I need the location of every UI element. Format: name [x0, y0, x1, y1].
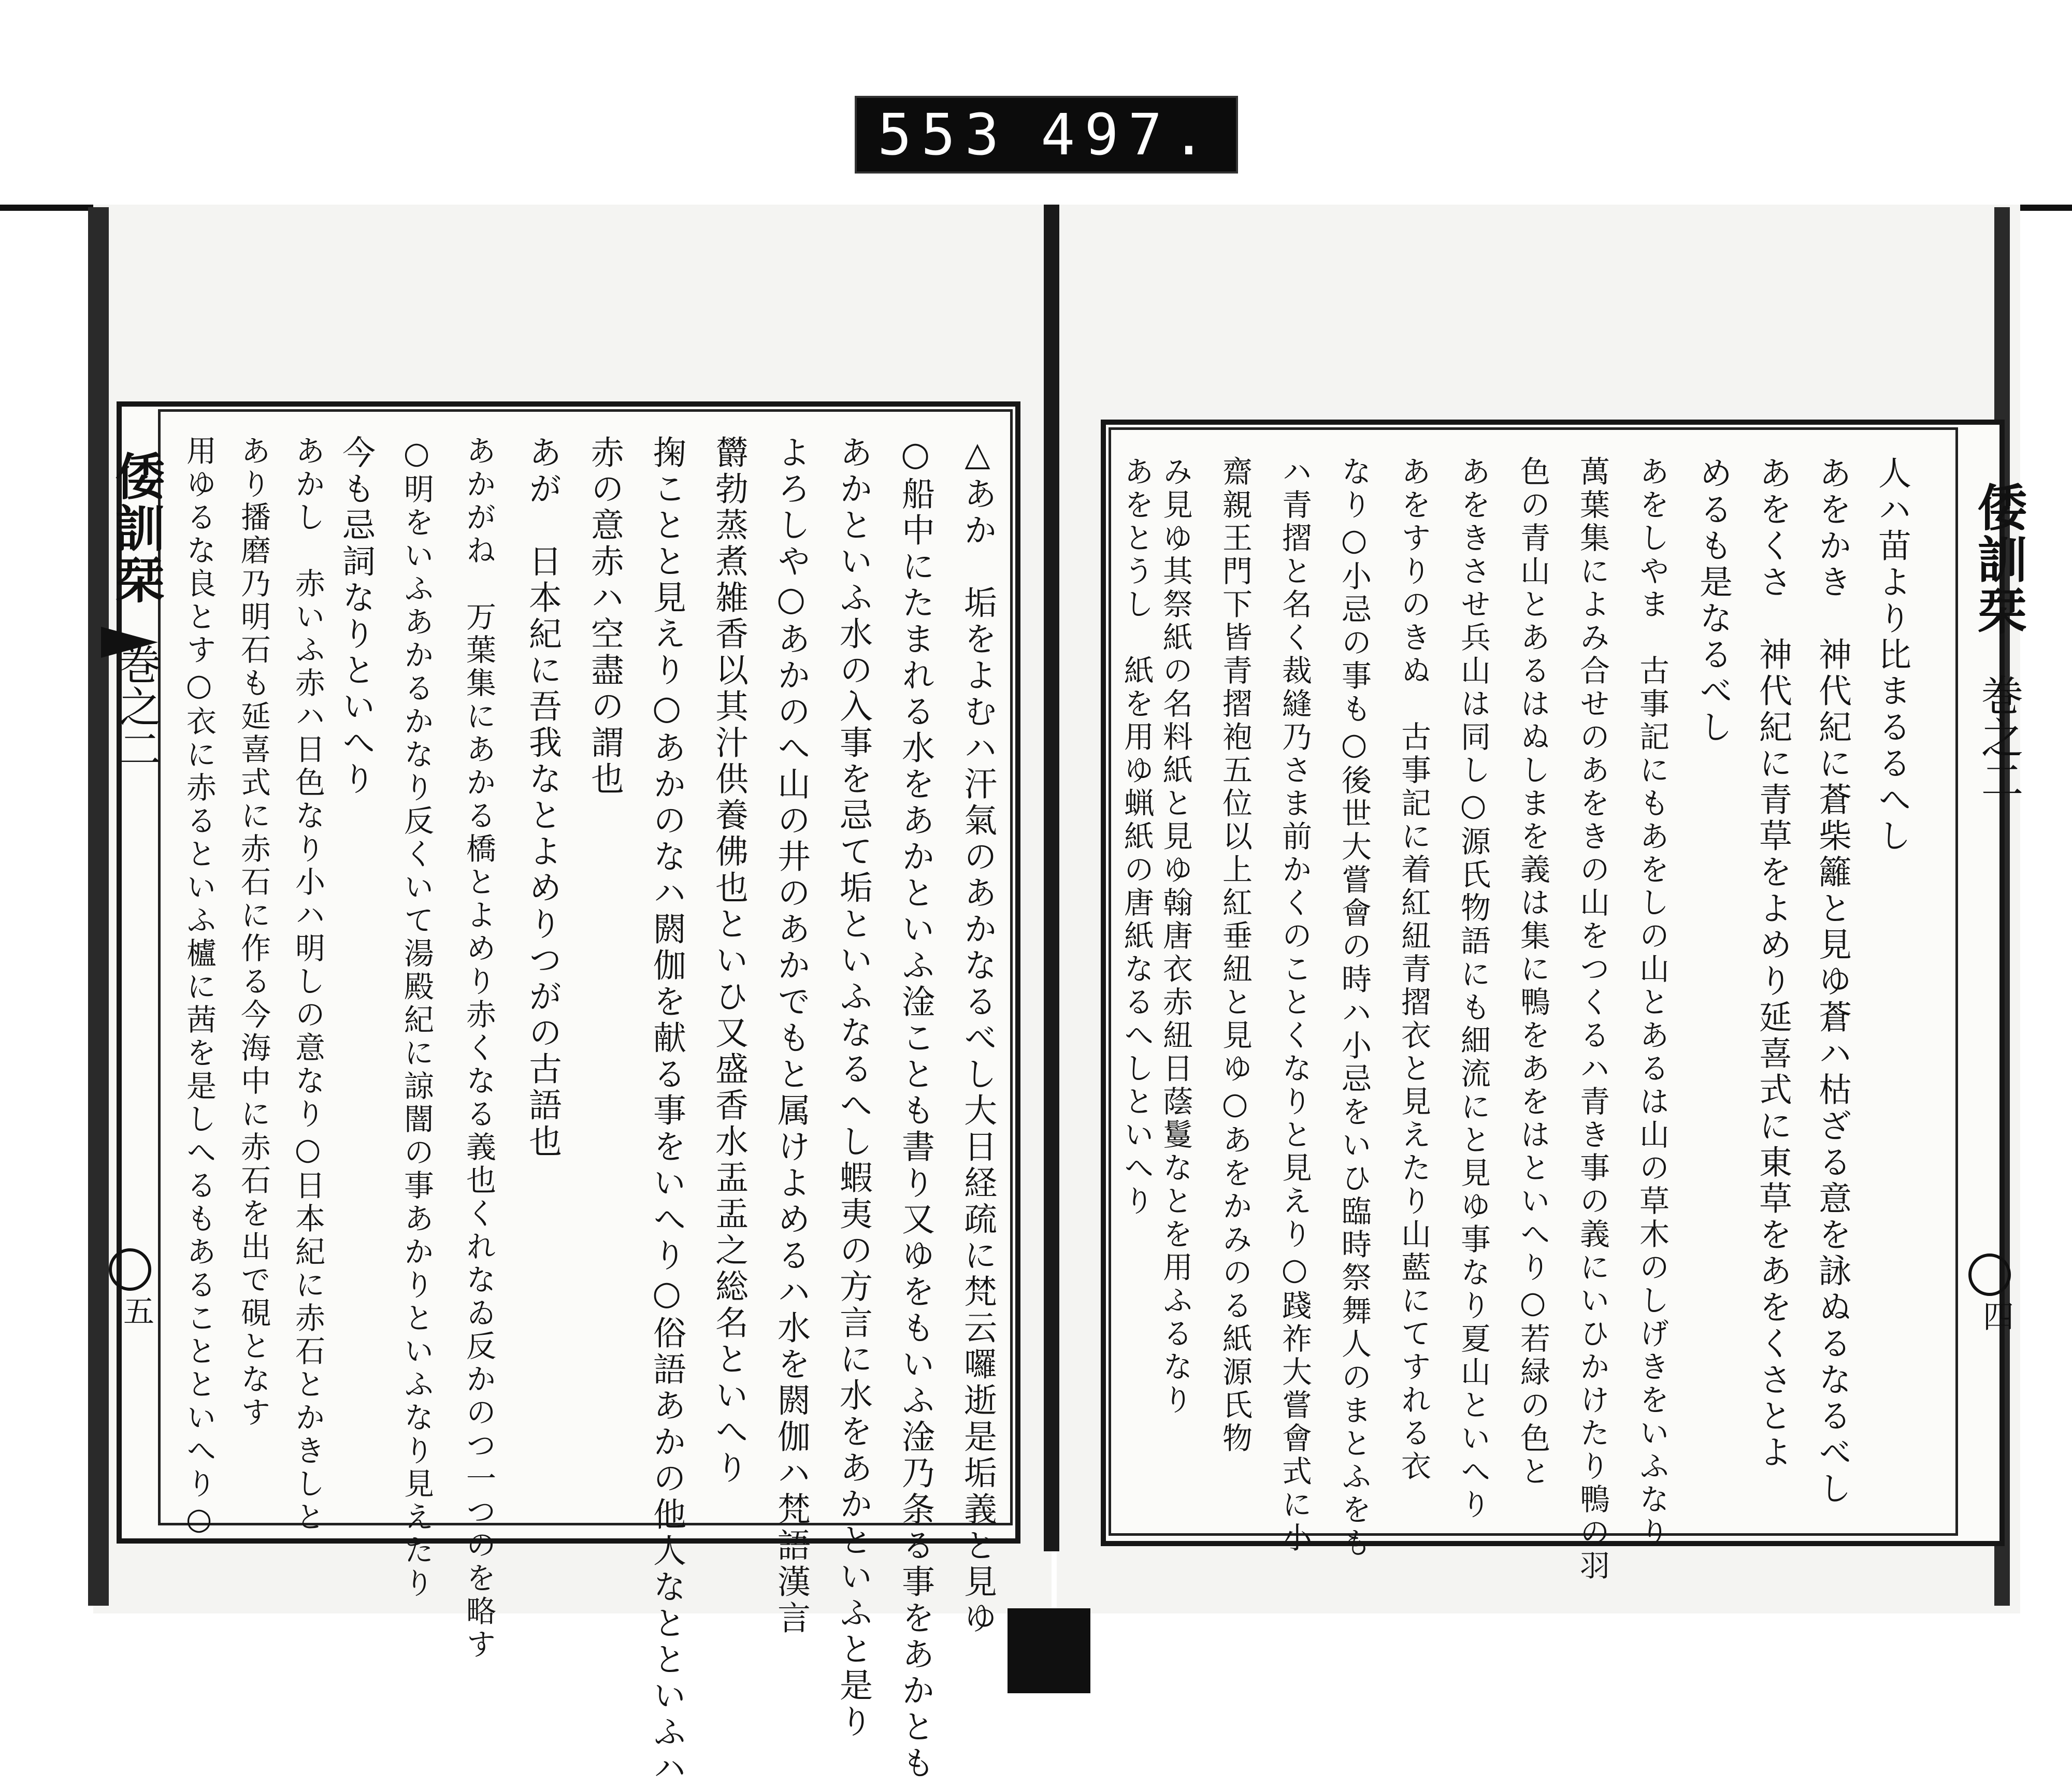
left-col-3: あかといふ水の入事を忌て垢といふなるへし蝦夷の方言に水をあかといふと是り: [834, 435, 872, 1740]
left-col-8: あが 日本紀に吾我なとよめりつがの古語也: [523, 435, 562, 1160]
right-col-7: 色の青山とあるはぬしまを義は集に鴨をあをはといへり○若緑の色と: [1515, 456, 1550, 1489]
left-col-2: ○船中にたまれる水をあかといふ淦ことも書り又ゆをもいふ淦乃条る事をあかとも: [896, 435, 934, 1782]
right-col-13: み見ゆ其祭紙の名料紙と見ゆ翰唐衣赤紐日蔭鬘なとを用ふるなり: [1158, 456, 1193, 1417]
book-gutter: [1044, 205, 1059, 1551]
right-col-4: めるも是なるべし: [1694, 456, 1732, 746]
left-col-13: あり播磨乃明石も延喜式に赤石に作る今海中に赤石を出で硯となす: [236, 435, 271, 1430]
left-col-6: 掬ことと見えり○あかのなハ閼伽を献る事をいへり○俗語あかの他人なとといふハ: [648, 435, 686, 1787]
right-title-strip: 倭訓栞: [1969, 482, 2028, 637]
call-number-label: [855, 96, 1238, 174]
call-number-left: 553: [877, 102, 1009, 168]
left-folio-number: 五: [118, 1295, 154, 1326]
left-col-1: △あか 垢をよむハ汗氣のあかなるべし大日経疏に梵云囉逝是垢義と見ゆ: [958, 435, 997, 1637]
spine-block: [1008, 1608, 1090, 1693]
right-folio-number: 四: [1978, 1300, 2014, 1331]
left-col-5: 欝勃蒸煮雑香以其汁供養佛也といひ又盛香水盂盂之総名といへり: [710, 435, 748, 1487]
right-col-11: ハ青摺と名く裁縫乃さま前かくのことくなりと見えり○踐祚大嘗會式に小: [1277, 456, 1312, 1555]
call-number-right: 497.: [1041, 102, 1215, 168]
right-col-2: あをかき 神代紀に蒼柴籬と見ゆ蒼ハ枯ざる意を詠ぬるなるべし: [1813, 456, 1851, 1507]
left-col-10: ○明をいふあかるかなり反くいて湯殿紀に諒闇の事あかりといふなり見えたり: [399, 435, 434, 1601]
right-col-1: 人ハ苗より比まるるへし: [1873, 456, 1911, 855]
right-volume-tab: 巻之二: [1974, 673, 2023, 801]
right-col-10: なり○小忌の事も○後世大嘗會の時ハ小忌をいひ臨時祭舞人のまとふをも: [1336, 456, 1372, 1560]
left-col-4: よろしや○あかのへ山の井のあかでもと属けよめるハ水を閼伽ハ梵語漢言: [772, 435, 810, 1637]
right-folio-circle: [1968, 1253, 2011, 1296]
left-volume-tab-marker: [101, 627, 158, 658]
right-col-8: あをきさせ兵山は同し○源氏物語にも細流にと見ゆ事なり夏山といへり: [1456, 456, 1491, 1522]
left-col-11: 今も忌詞なりといへり: [337, 435, 375, 798]
left-col-14: 用ゆるな良とす○衣に赤るといふ櫨に茜を是しへるもあることといへり○: [181, 435, 217, 1539]
left-col-12: あかし 赤いふ赤ハ日色なり小ハ明しの意なり○日本紀に赤石とかきしと: [290, 435, 325, 1534]
right-col-3: あをくさ 神代紀に青草をよめり延喜式に東草をあをくさとよ: [1753, 456, 1792, 1471]
right-col-6: 萬葉集によみ合せのあをきの山をつくるハ青き事の義にいひかけたり鴨の羽: [1575, 456, 1610, 1583]
right-col-14: あをとうし 紙を用ゆ蝋紙の唐紙なるへしといへり: [1119, 456, 1154, 1218]
left-volume-tab: 巻之二: [112, 642, 161, 770]
right-col-5: あをしやま 古事記にもあをしの山とあるは山の草木のしげきをいふなり: [1634, 456, 1670, 1550]
right-col-12: 齋親王門下皆青摺袍五位以上紅垂紐と見ゆ○あをかみのる紙源氏物: [1217, 456, 1253, 1455]
left-col-7: 赤の意赤ハ空盡の謂也: [585, 435, 624, 798]
right-col-9: あをすりのきぬ 古事記に着紅紐青摺衣と見えたり山藍にてすれる衣: [1396, 456, 1431, 1483]
left-col-9: あかがね 万葉集にあかる橋とよめり赤くなる義也くれなゐ反かのつ一つのを略す: [461, 435, 496, 1662]
left-folio-circle: [109, 1248, 151, 1291]
left-page-edge: [88, 207, 109, 1606]
left-title-strip: 倭訓栞: [107, 451, 166, 606]
